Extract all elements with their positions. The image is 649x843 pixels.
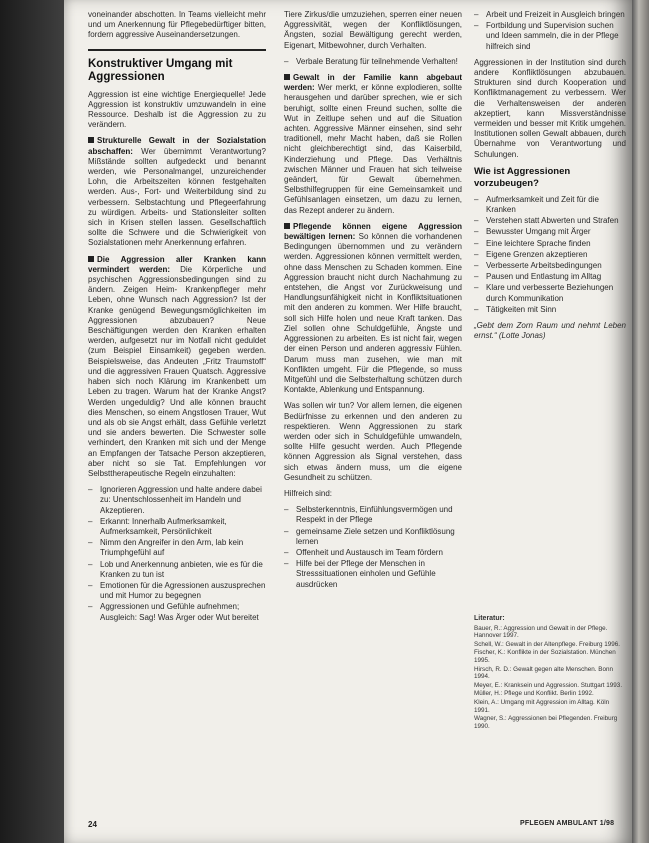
page-edge xyxy=(632,0,649,843)
list-item: – Nimm den Angreifer in den Arm, lab kein Triumphgefühl auf xyxy=(88,538,266,558)
list xyxy=(474,195,626,315)
paragraph-lead: Strukturelle Gewalt in der Sozialstation abschaffen: xyxy=(88,136,266,156)
list xyxy=(284,505,462,590)
square-bullet-icon xyxy=(284,223,290,229)
list-item: – Klare und verbesserte Beziehungen durch Kommunikation xyxy=(474,283,626,303)
list xyxy=(88,485,266,623)
list-item: – Verbale Beratung für teilnehmende Verhalten! xyxy=(284,57,462,67)
paragraph-lead: Gewalt in der Familie kann abgebaut werden: xyxy=(284,73,462,93)
paragraph: Was sollen wir tun? Vor allem lernen, die eigenen Bedürfnisse zu erkennen und den anderen zu respektieren. Wenn Aggressionen zu stark werden oder sich in Schuldgefühle umwandeln, sollte Hilfe gesucht werden. Auch Pflegende können Aggression als Signal verstehen, dass sich etwas ändern muss, um die eigene Gesundheit zu schützen. xyxy=(284,401,462,482)
paragraph: Aggressionen in der Institution sind durch andere Konfliktlösungen abzubauen. Strukturen sind durch Kooperation und Konfliktmanagement zu verbessern. Wer die Verhaltensweisen der anderen akzeptiert, kann Missverständnisse vermeiden und besser mit Kritik umgehen. Institutionen sollen Gewalt abbauen, durch Übernahme von Verantwortung und Schulungen. xyxy=(474,57,626,159)
list-item: – Fortbildung und Supervision suchen und Ideen sammeln, die in der Pflege hilfreich sind xyxy=(474,21,626,52)
list xyxy=(284,57,462,67)
literature-entry: Schell, W.: Gewalt in der Altenpflege. Freiburg 1996. xyxy=(474,640,620,648)
square-bullet-icon xyxy=(88,256,94,262)
paragraph-body: Wer merkt, er könne explodieren, sollte herausgehen und darüber sprechen, wie er sich beruhigt, sollte einen Freund suchen, sollte die Wut in Zeitlupe sehen und auf die Situation achten. Aggressive Männer einsehen, sind sehr traditionell, mehr Macht haben, daß sie Rollen nicht gleichberechtigt sind, das Kaiserbild, Kinderziehung und Pflege. Das Verhältnis zwischen Männer und Frauen hat sich teilweise geändert, für Gewalt übernehmen. Selbsthilfegruppen für eine Gemeinsamkeit und Gefühlsanlagen einsetzen, um dazu zu lernen, das Rezept anderer zu ändern. xyxy=(284,83,462,215)
paragraph xyxy=(284,222,462,395)
paragraph-body: Die Körperliche und psychischen Aggressionsbedingungen sind zu ändern. Zeigen Heim- Krankenpfleger mehr Leben, ohne Wunsch nach Aggression? Ist der Kranke genügend Bewegungsmöglichkeiten im Aggressionen abzubauen? Neue Beschäftigungen werden den Kranken erhalten werden, aufgesetzt nur im Notfall nicht geduldet (zum Beispiel Einsamkeit) gegeben werden. Beispielsweise, das Andeuten „Fritz Traumstoff“ und die aggressiven Frauen Quatsch. Aggressive haben sich noch Klärung im Krankenbett um Leben zu tragen. Warum hat der Kranke Angst? Werden ungeduldig? Und alle können braucht dies Menschen, so einem Angstlosen Trauer, Wut und als ob sie Angst erhält, dass Gefühle verletzt und sie anders bewerten. Die Schwester solle verhindert, den Kranken mit sich und der Menge an Empfangen der Tatsache Person akzeptieren, aber nicht so sie Tat. Empfehlungen vor Selbsttherapeutische Regeln einzuhalten: xyxy=(88,264,266,478)
square-bullet-icon xyxy=(284,74,290,80)
paragraph-body: So können die vorhandenen Bedingungen übernommen und zu verändern werden. Aggressionen können vermittelt werden, ohne dass Menschen zu Schaden kommen. Eine Aggression braucht nicht durch Nachahmung zu entstehen, die Angst vor Zurückweisung und Handlungsunfähigkeit nicht in Konfliktsituationen mit den anderen zu kommen. Wer Hilfe braucht, soll sich Hilfe holen und neue Kraft tanken. Das Ziel sollen ohne Schuldgefühle, Ängste und Aggressionen zu arbeiten. Es ist nicht fair, wegen der einen Person und anderen aggressiv Fühlen. Darum muss man zusehen, wie man mit Konflikten umgeht. Für die Pflegende, so muss Mitgefühl und die Selbsterhaltung schützen durch Kontakte, Ablenkung und Entspannung. xyxy=(284,232,462,395)
literature-entry: Bauer, R.: Aggression und Gewalt in der Pflege. Hannover 1997. xyxy=(474,624,608,640)
list-item: – Arbeit und Freizeit in Ausgleich bringen xyxy=(474,10,626,20)
paragraph xyxy=(284,73,462,216)
list-item: – Eigene Grenzen akzeptieren xyxy=(474,250,626,260)
column-2 xyxy=(284,10,462,596)
literature-entry: Müller, H.: Pflege und Konflikt. Berlin 1992. xyxy=(474,690,594,698)
page-number: 24 xyxy=(88,820,97,829)
quote: „Gebt dem Zorn Raum und nehmt Leben ernst.“ (Lotte Jonas) xyxy=(474,321,626,341)
list-item: – Verstehen statt Abwerten und Strafen xyxy=(474,216,626,226)
list-item: – Ignorieren Aggression und halte andere dabei zu: Unentschlossenheit im Handeln und Akzeptieren. xyxy=(88,485,266,516)
paragraph xyxy=(88,136,266,248)
intro-text: Tiere Zirkus/die umzuziehen, sperren einer neuen Aggressivität, wegen der Konfliktlösungen, Ängsten, sozial Bewältigung gerecht werden, Eigenart, Mitbewohner, durch Verhalten. xyxy=(284,10,462,50)
literature-list xyxy=(474,615,626,731)
paragraph-body: Wer übernimmt Verantwortung? Mißstände sollten aufgedeckt und benannt werden, wie Personalmangel, unzureichender Lohn, die Arbeitszeiten können festgehalten werden. Aus-, Fort- und Weiterbildung sind zu verbessern. Selbstachtung und Pflegeerfahrung zu würdigen. Arbeits- und Stationsleiter sollten sich in Krisen stellen lassen. Gesellschaftlich sollte die Schwere und die Schwierigkeit von Sozialstationen mehr Anerkennung erfahren. xyxy=(88,146,266,248)
square-bullet-icon xyxy=(88,137,94,143)
paragraph-lead: Die Aggression aller Kranken kann vermindert werden: xyxy=(88,254,266,274)
section-heading: Konstruktiver Umgang mit Aggressionen xyxy=(88,57,233,83)
list-item: – Hilfe bei der Pflege der Menschen in Stresssituationen einholen und Gefühle ausdrücken xyxy=(284,559,462,590)
column-3 xyxy=(474,10,626,347)
journal-footer: PFLEGEN AMBULANT 1/98 xyxy=(520,820,615,827)
section-rule xyxy=(88,49,266,51)
list-item: – Eine leichtere Sprache finden xyxy=(474,239,626,249)
literature-entry: Klein, A.: Umgang mit Aggression im Alltag. Köln 1991. xyxy=(474,698,610,714)
paragraph xyxy=(88,255,266,479)
literature-entry: Fischer, K.: Konflikte in der Sozialstation. München 1995. xyxy=(474,649,616,664)
list-item: – Selbsterkenntnis, Einfühlungsvermögen und Respekt in der Pflege xyxy=(284,505,462,525)
subheading: Wie ist Aggressionen vorzubeugen? xyxy=(474,165,571,189)
literature-entry: Meyer, E.: Kranksein und Aggression. Stuttgart 1993. xyxy=(474,681,623,689)
literature-entry: Wagner, S.: Aggressionen bei Pflegenden. Freiburg 1990. xyxy=(474,715,618,730)
list xyxy=(474,10,626,52)
list-item: – Pausen und Entlastung im Alltag xyxy=(474,272,626,282)
list-item: – Emotionen für die Agressionen auszusprechen und mit Humor zu begegnen xyxy=(88,581,266,601)
literature-entry: Hirsch, R. D.: Gewalt gegen alte Menschen. Bonn 1994. xyxy=(474,665,613,681)
list-item: – Aufmerksamkeit und Zeit für die Kranken xyxy=(474,195,626,215)
list-item: – Tätigkeiten mit Sinn xyxy=(474,305,626,315)
list-item: – gemeinsame Ziele setzen und Konfliktlösung lernen xyxy=(284,527,462,547)
list-item: – Offenheit und Austausch im Team fördern xyxy=(284,548,462,558)
intro-text: voneinander abschotten. In Teams vielleicht mehr und um Anerkennung für Pflegebedürftiger bitten, fordern aggressive Auseinandersetzungen. xyxy=(88,10,266,40)
book-binding-shadow xyxy=(0,0,64,843)
column-1 xyxy=(88,10,266,629)
paragraph: Hilfreich sind: xyxy=(284,488,333,498)
paragraph-lead: Pflegende können eigene Aggression bewältigen lernen: xyxy=(284,221,462,242)
list-item: – Aggressionen und Gefühle aufnehmen; Ausgleich: Sag! Was Ärger oder Wut bereitet xyxy=(88,602,266,622)
list-item: – Verbesserte Arbeitsbedingungen xyxy=(474,261,626,271)
list-item: – Erkannt: Innerhalb Aufmerksamkeit, Aufmerksamkeit, Persönlichkeit xyxy=(88,517,266,537)
list-item: – Lob und Anerkennung anbieten, wie es für die Kranken zu tun ist xyxy=(88,560,266,580)
literature-title: Literatur: xyxy=(474,615,505,622)
paragraph: Aggression ist eine wichtige Energiequelle! Jede Aggression ist konstruktiv umzuwandeln in eine Ressource. Deshalb ist die Aggression zu zu verändern. xyxy=(88,89,266,130)
list-item: – Bewusster Umgang mit Ärger xyxy=(474,227,626,237)
